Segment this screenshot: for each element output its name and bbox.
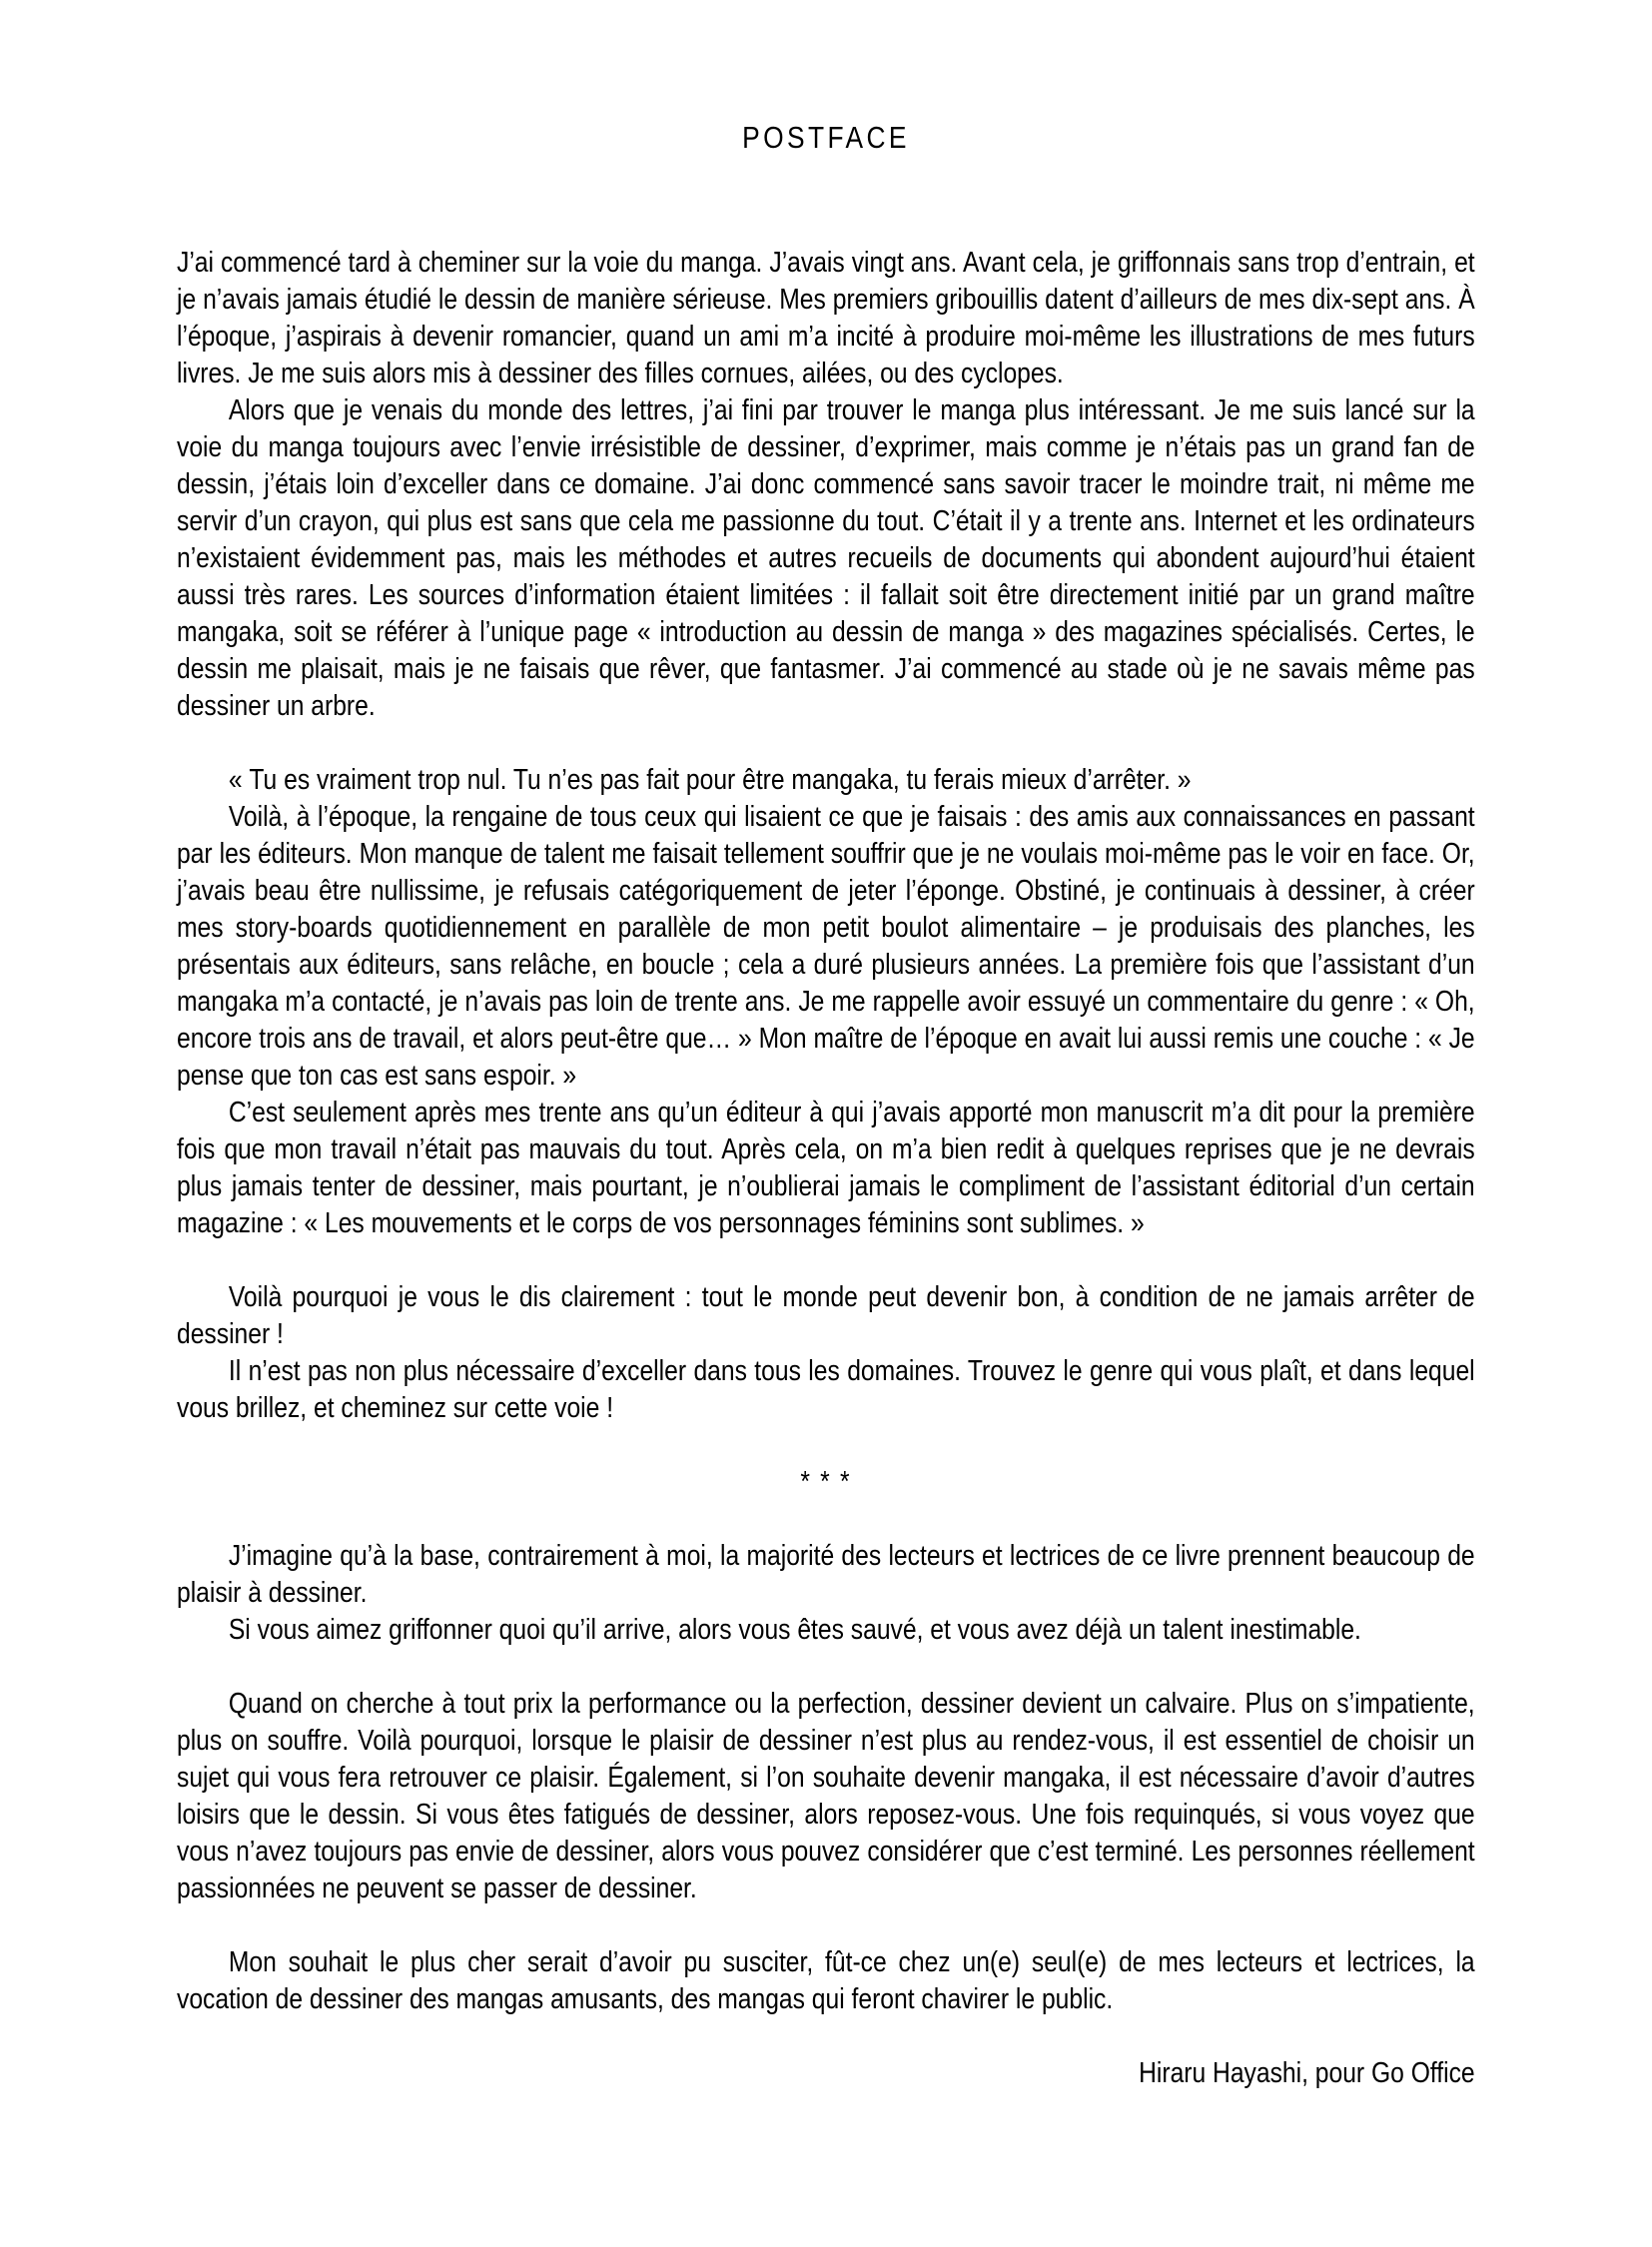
paragraph-block [177, 1538, 1475, 1649]
paragraph: Si vous aimez griffonner quoi qu’il arrive, alors vous êtes sauvé, et vous avez déjà un talent inestimable. [228, 1614, 1361, 1646]
paragraph-block [177, 1686, 1475, 1907]
author-signature: Hiraru Hayashi, pour Go Office [1139, 2057, 1475, 2089]
paragraph: Quand on cherche à tout prix la performance ou la perfection, dessiner devient un calvaire. Plus on s’impatiente, plus on souffre. Voilà pourquoi, lorsque le plaisir de dessiner n’est plus au rendez-vous, il est essentiel de choisir un sujet qui vous fera retrouver ce plaisir. Également, si l’on souhaite devenir mangaka, il est nécessaire d’avoir d’autres loisirs que le dessin. Si vous êtes fatigués de dessiner, alors reposez-vous. Une fois requinqués, si vous voyez que vous n’avez toujours pas envie de dessiner, alors vous pouvez considérer que c’est terminé. Les personnes réellement passionnées ne peuvent se passer de dessiner. [177, 1688, 1475, 1904]
paragraph: J’imagine qu’à la base, contrairement à moi, la majorité des lecteurs et lectrices de ce livre prennent beaucoup de plaisir à dessiner. [177, 1540, 1475, 1609]
paragraph: Voilà pourquoi je vous le dis clairement : tout le monde peut devenir bon, à condition de ne jamais arrêter de dessiner ! [177, 1281, 1475, 1350]
paragraph: Mon souhait le plus cher serait d’avoir pu susciter, fût-ce chez un(e) seul(e) de mes lecteurs et lectrices, la vocation de dessiner des mangas amusants, des mangas qui feront chavirer le public. [177, 1946, 1475, 2015]
body-text [177, 245, 1475, 2092]
paragraph: « Tu es vraiment trop nul. Tu n’es pas fait pour être mangaka, tu ferais mieux d’arrêter. » [228, 764, 1192, 796]
paragraph-block [177, 245, 1475, 725]
paragraph-block [177, 1279, 1475, 1427]
paragraph: Alors que je venais du monde des lettres, j’ai fini par trouver le manga plus intéressant. Je me suis lancé sur la voie du manga toujours avec l’envie irrésistible de dessiner, d’exprimer, mais comme je n’étais pas un grand fan de dessin, j’étais loin d’exceller dans ce domaine. J’ai donc commencé sans savoir tracer le moindre trait, ni même me servir d’un crayon, qui plus est sans que cela me passionne du tout. C’était il y a trente ans. Internet et les ordinateurs n’existaient évidemment pas, mais les méthodes et autres recueils de documents qui abondent aujourd’hui étaient aussi très rares. Les sources d’information étaient limitées : il fallait soit être directement initié par un grand maître mangaka, soit se référer à l’unique page « introduction au dessin de manga » des magazines spécialisés. Certes, le dessin me plaisait, mais je ne faisais que rêver, que fantasmer. J’ai commencé au stade où je ne savais même pas dessiner un arbre. [177, 394, 1475, 722]
page-title: POSTFACE [742, 120, 910, 155]
paragraph: J’ai commencé tard à cheminer sur la voie du manga. J’avais vingt ans. Avant cela, je griffonnais sans trop d’entrain, et je n’avais jamais étudié le dessin de manière sérieuse. Mes premiers gribouillis datent d’ailleurs de mes dix-sept ans. À l’époque, j’aspirais à devenir romancier, quand un ami m’a incité à produire moi-même les illustrations de mes futurs livres. Je me suis alors mis à dessiner des filles cornues, ailées, ou des cyclopes. [177, 247, 1475, 389]
paragraph: C’est seulement après mes trente ans qu’un éditeur à qui j’avais apporté mon manuscrit m’a dit pour la première fois que mon travail n’était pas mauvais du tout. Après cela, on m’a bien redit à quelques reprises que je ne devrais plus jamais tenter de dessiner, mais pourtant, je n’oublierai jamais le compliment de l’assistant éditorial d’un certain magazine : « Les mouvements et le corps de vos personnages féminins sont sublimes. » [177, 1097, 1475, 1239]
section-separator: * * * [800, 1466, 852, 1498]
paragraph: Il n’est pas non plus nécessaire d’exceller dans tous les domaines. Trouvez le genre qui vous plaît, et dans lequel vous brillez, et cheminez sur cette voie ! [177, 1355, 1475, 1424]
paragraph-block [177, 762, 1475, 1242]
paragraph-block [177, 1944, 1475, 2018]
paragraph: Voilà, à l’époque, la rengaine de tous ceux qui lisaient ce que je faisais : des amis aux connaissances en passant par les éditeurs. Mon manque de talent me faisait tellement souffrir que je ne voulais moi-même pas le voir en face. Or, j’avais beau être nullissime, je refusais catégoriquement de jeter l’éponge. Obstiné, je continuais à dessiner, à créer mes story-boards quotidiennement en parallèle de mon petit boulot alimentaire – je produisais des planches, les présentais aux éditeurs, sans relâche, en boucle ; cela a duré plusieurs années. La première fois que l’assistant d’un mangaka m’a contacté, je n’avais pas loin de trente ans. Je me rappelle avoir essuyé un commentaire du genre : « Oh, encore trois ans de travail, et alors peut-être que… » Mon maître de l’époque en avait lui aussi remis une couche : « Je pense que ton cas est sans espoir. » [177, 801, 1475, 1092]
